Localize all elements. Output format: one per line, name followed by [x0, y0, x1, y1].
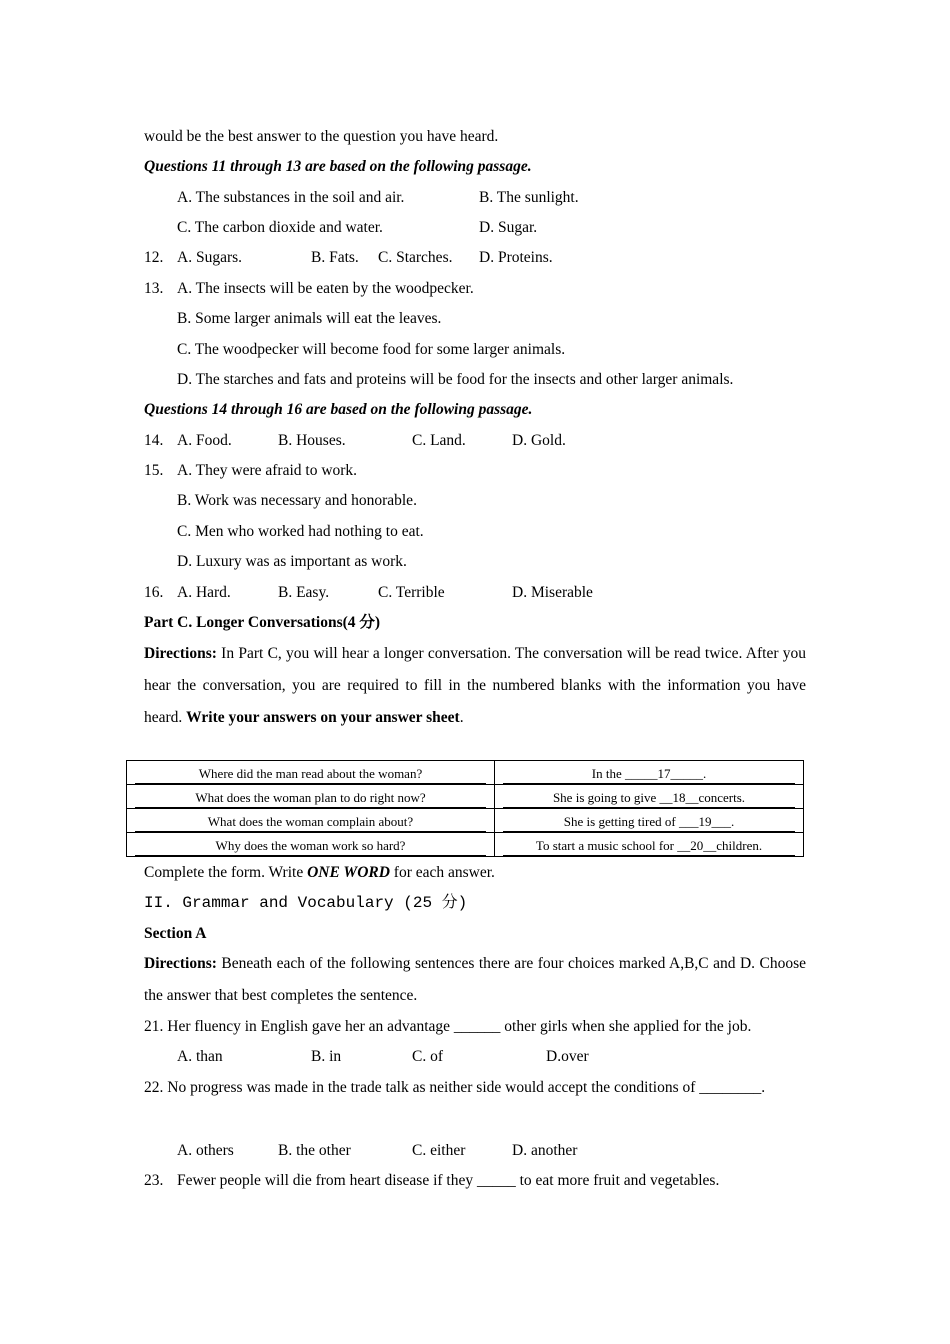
q11-option-c: C. The carbon dioxide and water.	[177, 219, 383, 236]
q22-option-d: D. another	[512, 1142, 578, 1159]
form-answer-cell	[495, 761, 804, 785]
section-heading-14-16: Questions 14 through 16 are based on the following passage.	[144, 401, 533, 418]
q14-option-b: B. Houses.	[278, 432, 346, 449]
q12-option-c: C. Starches.	[378, 249, 453, 266]
q13-number: 13.	[144, 280, 164, 297]
table-row	[127, 809, 804, 833]
form-note-pre: Complete the form. Write	[144, 864, 308, 881]
q15-option-a: A. They were afraid to work.	[177, 462, 358, 479]
part-c-directions	[144, 638, 806, 734]
q21-option-b: B. in	[311, 1048, 342, 1065]
form-question-cell	[127, 809, 495, 833]
directions-end: .	[459, 709, 464, 726]
q15-option-b: B. Work was necessary and honorable.	[177, 492, 417, 509]
q22-option-b: B. the other	[278, 1142, 351, 1159]
q22-option-c: C. either	[412, 1142, 466, 1159]
table-row	[127, 833, 804, 857]
q12-option-b: B. Fats.	[311, 249, 359, 266]
q16-option-d: D. Miserable	[512, 584, 593, 601]
form-question: What does the woman plan to do right now?	[135, 790, 486, 808]
q16-option-a: A. Hard.	[177, 584, 231, 601]
q14-option-c: C. Land.	[412, 432, 466, 449]
form-note-post: for each answer.	[389, 864, 495, 881]
table-row	[127, 761, 804, 785]
section-a-directions	[144, 948, 806, 1012]
form-question: What does the woman complain about?	[135, 814, 486, 832]
q14-option-d: D. Gold.	[512, 432, 566, 449]
form-answer: In the _____17_____.	[503, 766, 795, 784]
form-answer-cell	[495, 785, 804, 809]
q13-option-d: D. The starches and fats and proteins will be food for the insects and other larger animals.	[177, 371, 734, 388]
directions-label: Directions:	[144, 645, 217, 662]
section-a-title: Section A	[144, 925, 207, 942]
q16-number: 16.	[144, 584, 164, 601]
q15-number: 15.	[144, 462, 164, 479]
q12-option-d: D. Proteins.	[479, 249, 553, 266]
q21-option-a: A. than	[177, 1048, 223, 1065]
q21-option-c: C. of	[412, 1048, 443, 1065]
q12-option-a: A. Sugars.	[177, 249, 243, 266]
q22-option-a: A. others	[177, 1142, 234, 1159]
q22-stem: 22. No progress was made in the trade talk as neither side would accept the conditions of ________.	[144, 1079, 766, 1096]
q12-number: 12.	[144, 249, 164, 266]
q11-option-a: A. The substances in the soil and air.	[177, 189, 405, 206]
form-note	[144, 863, 495, 883]
section-2-title: II. Grammar and Vocabulary (25 分)	[144, 894, 468, 912]
q21-option-d: D.over	[546, 1048, 589, 1065]
table-row	[127, 785, 804, 809]
form-question-cell	[127, 785, 495, 809]
q13-option-b: B. Some larger animals will eat the leaves.	[177, 310, 442, 327]
form-answer: She is going to give __18__concerts.	[503, 790, 795, 808]
q23-number: 23.	[144, 1172, 164, 1189]
directions-bold-instruction: Write your answers on your answer sheet	[186, 709, 460, 726]
form-question-cell	[127, 761, 495, 785]
q15-option-c: C. Men who worked had nothing to eat.	[177, 523, 424, 540]
q11-option-b: B. The sunlight.	[479, 189, 579, 206]
form-answer: She is getting tired of ___19___.	[503, 814, 795, 832]
q15-option-d: D. Luxury was as important as work.	[177, 553, 407, 570]
form-answer: To start a music school for __20__children.	[503, 838, 795, 856]
q16-option-c: C. Terrible	[378, 584, 445, 601]
q14-number: 14.	[144, 432, 164, 449]
q13-option-c: C. The woodpecker will become food for some larger animals.	[177, 341, 566, 358]
q13-option-a: A. The insects will be eaten by the woodpecker.	[177, 280, 474, 297]
form-answer-cell	[495, 833, 804, 857]
form-question: Why does the woman work so hard?	[135, 838, 486, 856]
directions-text: In Part C, you will hear a longer conversation. The conversation will be read twice. After you hear the conversation, you are required to fill in the numbered blanks with the information you have heard.	[144, 645, 806, 726]
q23-stem: Fewer people will die from heart disease if they _____ to eat more fruit and vegetables.	[177, 1172, 720, 1189]
part-c-title: Part C. Longer Conversations(4 分)	[144, 614, 381, 631]
directions-label: Directions:	[144, 955, 217, 972]
form-question-cell	[127, 833, 495, 857]
q16-option-b: B. Easy.	[278, 584, 330, 601]
section-heading-11-13: Questions 11 through 13 are based on the following passage.	[144, 158, 532, 175]
conversation-form-table	[126, 760, 804, 857]
form-note-emphasis: ONE WORD	[307, 864, 390, 881]
q21-stem: 21. Her fluency in English gave her an advantage ______ other girls when she applied for the job.	[144, 1018, 752, 1035]
directions-text: Beneath each of the following sentences there are four choices marked A,B,C and D. Choose the answer that best completes the sentence.	[144, 955, 806, 1004]
q11-option-d: D. Sugar.	[479, 219, 538, 236]
q14-option-a: A. Food.	[177, 432, 232, 449]
intro-line: would be the best answer to the question you have heard.	[144, 128, 499, 145]
form-question: Where did the man read about the woman?	[135, 766, 486, 784]
form-answer-cell	[495, 809, 804, 833]
